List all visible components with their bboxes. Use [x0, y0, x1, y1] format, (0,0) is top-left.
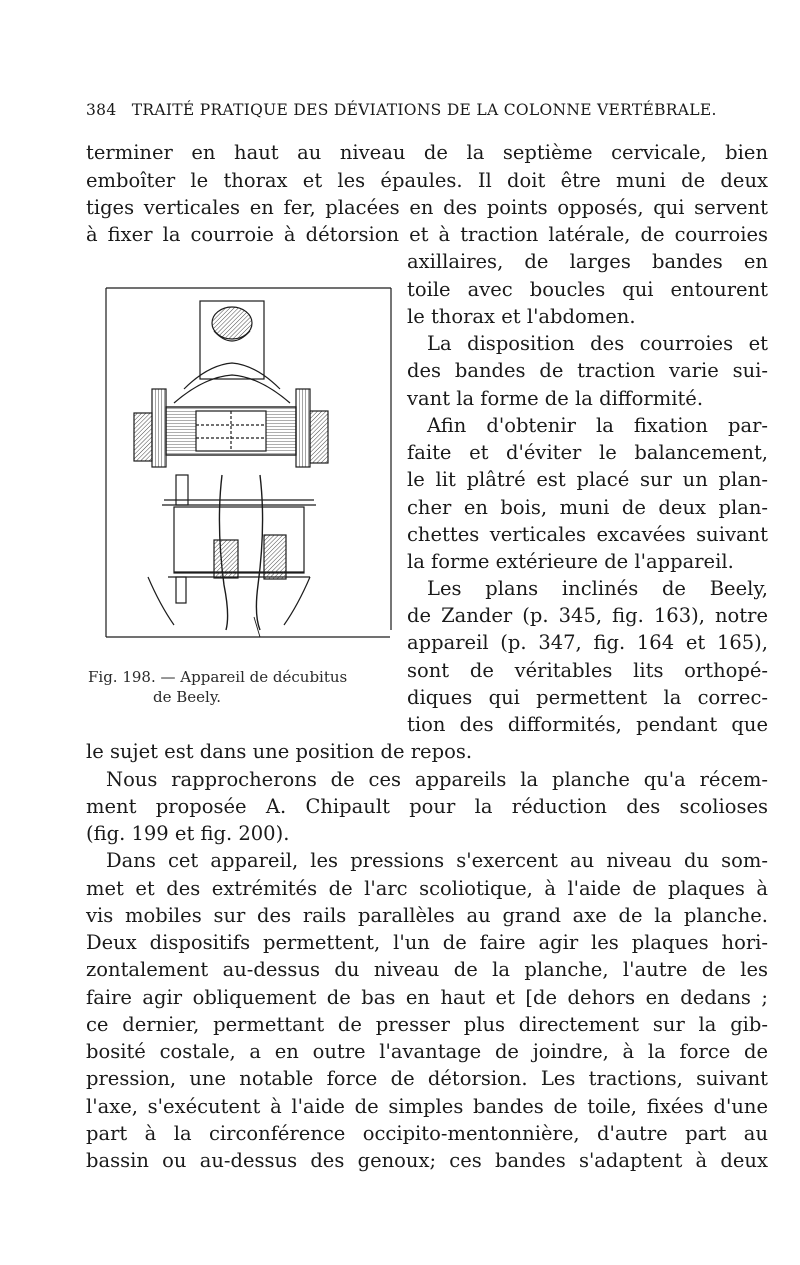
text-line: chettes verticales excavées suivant: [407, 523, 768, 546]
text-line: le thorax et l'abdomen.: [407, 305, 636, 328]
text-line: part à la circonférence occipito-mentonnière, d'autre part au: [86, 1122, 768, 1145]
text-line: toile avec boucles qui entourent: [407, 278, 768, 301]
text-line: zontalement au-dessus du niveau de la planche, l'autre de les: [86, 958, 768, 981]
text-line: Afin d'obtenir la fixation par-: [427, 414, 768, 437]
text-line: sont de véritables lits orthopé-: [407, 659, 768, 682]
figure-caption-continued: de Beely.: [153, 688, 222, 706]
figure-198-illustration: [104, 285, 394, 643]
text-line: appareil (p. 347, fig. 164 et 165),: [407, 631, 768, 654]
text-line: le sujet est dans une position de repos.: [86, 740, 473, 763]
text-line: à fixer la courroie à détorsion et à traction latérale, de courroies: [86, 223, 768, 246]
text-line: faire agir obliquement de bas en haut et [de dehors en dedans ;: [86, 986, 768, 1009]
text-line: la forme extérieure de l'appareil.: [407, 550, 734, 573]
text-line: le lit plâtré est placé sur un plan-: [407, 468, 768, 491]
text-line: ce dernier, permettant de presser plus directement sur la gib-: [86, 1013, 768, 1036]
text-line: met et des extrémités de l'arc scoliotique, à l'aide de plaques à: [86, 877, 768, 900]
text-line: tiges verticales en fer, placées en des points opposés, qui servent: [86, 196, 768, 219]
text-line: ment proposée A. Chipault pour la réduction des scolioses: [86, 795, 768, 818]
text-line: terminer en haut au niveau de la septième cervicale, bien: [86, 141, 768, 164]
text-line: des bandes de traction varie sui-: [407, 359, 768, 382]
text-line: tion des difformités, pendant que: [407, 713, 768, 736]
text-line: Deux dispositifs permettent, l'un de faire agir les plaques hori-: [86, 931, 768, 954]
text-line: Nous rapprocherons de ces appareils la planche qu'a récem-: [106, 768, 768, 791]
text-line: La disposition des courroies et: [427, 332, 768, 355]
text-line: pression, une notable force de détorsion. Les tractions, suivant: [86, 1067, 768, 1090]
text-line: (fig. 199 et fig. 200).: [86, 822, 290, 845]
running-title: TRAITÉ PRATIQUE DES DÉVIATIONS DE LA COLONNE VERTÉBRALE.: [131, 101, 717, 119]
text-line: Dans cet appareil, les pressions s'exercent au niveau du som-: [106, 849, 768, 872]
text-line: Les plans inclinés de Beely,: [427, 577, 768, 600]
text-line: faite et d'éviter le balancement,: [407, 441, 768, 464]
figure-caption: Fig. 198. — Appareil de décubitus: [88, 668, 348, 686]
text-line: bosité costale, a en outre l'avantage de joindre, à la force de: [86, 1040, 768, 1063]
text-line: cher en bois, muni de deux plan-: [407, 496, 768, 519]
text-line: de Zander (p. 345, fig. 163), notre: [407, 604, 768, 627]
text-line: l'axe, s'exécutent à l'aide de simples bandes de toile, fixées d'une: [86, 1095, 768, 1118]
text-line: emboîter le thorax et les épaules. Il doit être muni de deux: [86, 169, 768, 192]
text-line: vant la forme de la difformité.: [407, 387, 704, 410]
running-header: [86, 101, 717, 119]
page-number: 384: [86, 101, 117, 119]
text-line: axillaires, de larges bandes en: [407, 250, 768, 273]
text-line: vis mobiles sur des rails parallèles au grand axe de la planche.: [86, 904, 768, 927]
text-line: bassin ou au-dessus des genoux; ces bandes s'adaptent à deux: [86, 1149, 768, 1172]
text-line: diques qui permettent la correc-: [407, 686, 768, 709]
